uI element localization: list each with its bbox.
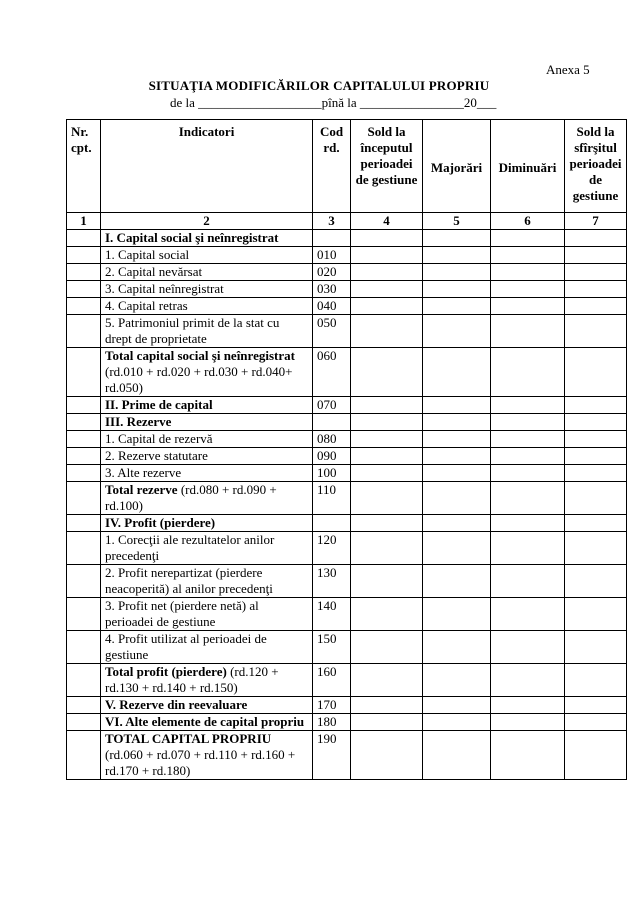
table-row (67, 448, 627, 465)
row-indicator-bold: TOTAL CAPITAL PROPRIU (105, 731, 272, 746)
value-cell (491, 315, 565, 348)
column-number: 6 (491, 213, 565, 230)
value-cell (351, 431, 423, 448)
value-cell (565, 714, 627, 731)
table-row (67, 714, 627, 731)
value-cell (351, 714, 423, 731)
column-number: 1 (67, 213, 101, 230)
row-indicator-bold: Total rezerve (105, 482, 178, 497)
value-cell (565, 281, 627, 298)
column-number: 4 (351, 213, 423, 230)
value-cell (423, 230, 491, 247)
value-cell (491, 397, 565, 414)
row-code: 030 (313, 281, 351, 298)
value-cell (565, 697, 627, 714)
column-number: 2 (101, 213, 313, 230)
value-cell (491, 230, 565, 247)
table-row (67, 315, 627, 348)
header-sold-inceput: Sold la începutul perioadei de gestiune (351, 120, 423, 213)
row-nr-cell (67, 598, 101, 631)
table-row (67, 697, 627, 714)
table-row (67, 515, 627, 532)
value-cell (423, 631, 491, 664)
row-code: 040 (313, 298, 351, 315)
value-cell (423, 465, 491, 482)
header-indicatori: Indicatori (101, 120, 313, 213)
row-indicator (101, 731, 313, 780)
row-indicator: II. Prime de capital (101, 397, 313, 414)
value-cell (351, 247, 423, 264)
header-diminuari: Diminuări (491, 120, 565, 213)
row-nr-cell (67, 731, 101, 780)
row-indicator (101, 664, 313, 697)
value-cell (423, 348, 491, 397)
value-cell (351, 264, 423, 281)
capital-changes-table (66, 119, 627, 780)
value-cell (491, 448, 565, 465)
value-cell (491, 465, 565, 482)
row-indicator: 3. Capital neînregistrat (101, 281, 313, 298)
row-code (313, 515, 351, 532)
row-code: 160 (313, 664, 351, 697)
row-nr-cell (67, 298, 101, 315)
value-cell (351, 631, 423, 664)
value-cell (565, 565, 627, 598)
value-cell (423, 482, 491, 515)
value-cell (423, 431, 491, 448)
row-indicator-bold: Total capital social şi neînregistrat (105, 348, 295, 363)
row-code: 110 (313, 482, 351, 515)
value-cell (423, 731, 491, 780)
row-nr-cell (67, 230, 101, 247)
value-cell (491, 714, 565, 731)
row-code: 170 (313, 697, 351, 714)
row-indicator (101, 348, 313, 397)
value-cell (491, 515, 565, 532)
column-number: 7 (565, 213, 627, 230)
row-code: 140 (313, 598, 351, 631)
value-cell (351, 348, 423, 397)
table-row (67, 465, 627, 482)
row-nr-cell (67, 315, 101, 348)
value-cell (491, 431, 565, 448)
value-cell (565, 264, 627, 281)
row-code: 080 (313, 431, 351, 448)
row-nr-cell (67, 482, 101, 515)
value-cell (351, 298, 423, 315)
value-cell (491, 697, 565, 714)
row-indicator-formula: (rd.080 + rd.090 + rd.100) (105, 482, 277, 513)
value-cell (351, 414, 423, 431)
header-majorari: Majorări (423, 120, 491, 213)
value-cell (491, 247, 565, 264)
value-cell (565, 431, 627, 448)
value-cell (565, 397, 627, 414)
row-indicator: I. Capital social şi neînregistrat (101, 230, 313, 247)
value-cell (491, 281, 565, 298)
value-cell (491, 482, 565, 515)
value-cell (351, 281, 423, 298)
row-code: 060 (313, 348, 351, 397)
row-nr-cell (67, 532, 101, 565)
value-cell (423, 565, 491, 598)
row-indicator: III. Rezerve (101, 414, 313, 431)
table-row (67, 230, 627, 247)
value-cell (351, 697, 423, 714)
period-line: de la ___________________pînă la ________________20___ (170, 95, 497, 110)
row-code (313, 414, 351, 431)
table-row (67, 664, 627, 697)
table-row (67, 414, 627, 431)
value-cell (351, 598, 423, 631)
row-indicator: 5. Patrimoniul primit de la stat cu drept de proprietate (101, 315, 313, 348)
row-indicator: 1. Corecţii ale rezultatelor anilor precedenţi (101, 532, 313, 565)
value-cell (491, 298, 565, 315)
header-sold-sfarsit: Sold la sfîrşitul perioadei de gestiune (565, 120, 627, 213)
value-cell (351, 731, 423, 780)
value-cell (491, 348, 565, 397)
row-indicator-bold: Total profit (pierdere) (105, 664, 227, 679)
value-cell (351, 315, 423, 348)
value-cell (423, 598, 491, 631)
row-indicator: 1. Capital de rezervă (101, 431, 313, 448)
document-title: SITUAŢIA MODIFICĂRILOR CAPITALULUI PROPRIU (148, 78, 490, 93)
row-code: 190 (313, 731, 351, 780)
value-cell (423, 397, 491, 414)
table-row (67, 264, 627, 281)
value-cell (565, 448, 627, 465)
row-indicator (101, 482, 313, 515)
value-cell (351, 230, 423, 247)
value-cell (351, 664, 423, 697)
row-indicator: 1. Capital social (101, 247, 313, 264)
value-cell (351, 397, 423, 414)
value-cell (423, 697, 491, 714)
row-indicator: V. Rezerve din reevaluare (101, 697, 313, 714)
value-cell (565, 230, 627, 247)
row-nr-cell (67, 697, 101, 714)
row-indicator-formula: (rd.010 + rd.020 + rd.030 + rd.040+ rd.050) (105, 364, 293, 395)
row-indicator: VI. Alte elemente de capital propriu (101, 714, 313, 731)
row-indicator-formula: (rd.120 + rd.130 + rd.140 + rd.150) (105, 664, 279, 695)
row-nr-cell (67, 264, 101, 281)
value-cell (565, 532, 627, 565)
row-nr-cell (67, 281, 101, 298)
value-cell (565, 315, 627, 348)
table-row (67, 631, 627, 664)
header-row (67, 120, 627, 213)
value-cell (351, 565, 423, 598)
value-cell (423, 298, 491, 315)
row-indicator: 3. Profit net (pierdere netă) al perioadei de gestiune (101, 598, 313, 631)
value-cell (423, 532, 491, 565)
value-cell (423, 281, 491, 298)
table-row (67, 247, 627, 264)
row-code: 010 (313, 247, 351, 264)
value-cell (491, 731, 565, 780)
value-cell (565, 465, 627, 482)
column-number-row (67, 213, 627, 230)
row-nr-cell (67, 515, 101, 532)
row-nr-cell (67, 664, 101, 697)
row-indicator: 4. Capital retras (101, 298, 313, 315)
row-nr-cell (67, 565, 101, 598)
value-cell (423, 414, 491, 431)
table-row (67, 598, 627, 631)
value-cell (565, 482, 627, 515)
header-cod: Cod rd. (313, 120, 351, 213)
value-cell (351, 465, 423, 482)
value-cell (491, 532, 565, 565)
table-row (67, 731, 627, 780)
row-nr-cell (67, 414, 101, 431)
table-row (67, 397, 627, 414)
row-nr-cell (67, 448, 101, 465)
value-cell (565, 731, 627, 780)
row-nr-cell (67, 714, 101, 731)
row-indicator: IV. Profit (pierdere) (101, 515, 313, 532)
table-row (67, 298, 627, 315)
value-cell (423, 664, 491, 697)
value-cell (423, 515, 491, 532)
value-cell (565, 664, 627, 697)
column-number: 5 (423, 213, 491, 230)
value-cell (491, 664, 565, 697)
value-cell (423, 315, 491, 348)
value-cell (565, 598, 627, 631)
value-cell (491, 631, 565, 664)
value-cell (565, 414, 627, 431)
value-cell (351, 532, 423, 565)
row-code: 130 (313, 565, 351, 598)
row-code: 100 (313, 465, 351, 482)
row-indicator: 4. Profit utilizat al perioadei de gestiune (101, 631, 313, 664)
row-nr-cell (67, 348, 101, 397)
row-code: 120 (313, 532, 351, 565)
table-row (67, 348, 627, 397)
annex-label: Anexa 5 (546, 62, 590, 77)
row-code (313, 230, 351, 247)
value-cell (423, 448, 491, 465)
row-nr-cell (67, 247, 101, 264)
row-code: 050 (313, 315, 351, 348)
value-cell (351, 515, 423, 532)
row-code: 180 (313, 714, 351, 731)
row-nr-cell (67, 397, 101, 414)
table-row (67, 431, 627, 448)
row-indicator: 2. Profit nerepartizat (pierdere neacoperită) al anilor precedenţi (101, 565, 313, 598)
table-row (67, 532, 627, 565)
value-cell (565, 298, 627, 315)
row-indicator: 2. Rezerve statutare (101, 448, 313, 465)
value-cell (491, 264, 565, 281)
row-code: 150 (313, 631, 351, 664)
value-cell (491, 414, 565, 431)
value-cell (491, 598, 565, 631)
value-cell (351, 482, 423, 515)
value-cell (565, 247, 627, 264)
value-cell (565, 348, 627, 397)
value-cell (423, 264, 491, 281)
value-cell (423, 714, 491, 731)
value-cell (351, 448, 423, 465)
row-indicator-formula: (rd.060 + rd.070 + rd.110 + rd.160 + rd.170 + rd.180) (105, 747, 296, 778)
row-indicator: 2. Capital nevărsat (101, 264, 313, 281)
row-code: 070 (313, 397, 351, 414)
value-cell (565, 515, 627, 532)
column-number: 3 (313, 213, 351, 230)
table-row (67, 482, 627, 515)
row-code: 090 (313, 448, 351, 465)
row-nr-cell (67, 465, 101, 482)
row-nr-cell (67, 431, 101, 448)
value-cell (491, 565, 565, 598)
value-cell (565, 631, 627, 664)
row-code: 020 (313, 264, 351, 281)
row-nr-cell (67, 631, 101, 664)
value-cell (423, 247, 491, 264)
table-row (67, 281, 627, 298)
table-row (67, 565, 627, 598)
row-indicator: 3. Alte rezerve (101, 465, 313, 482)
header-nr: Nr. cpt. (67, 120, 101, 213)
